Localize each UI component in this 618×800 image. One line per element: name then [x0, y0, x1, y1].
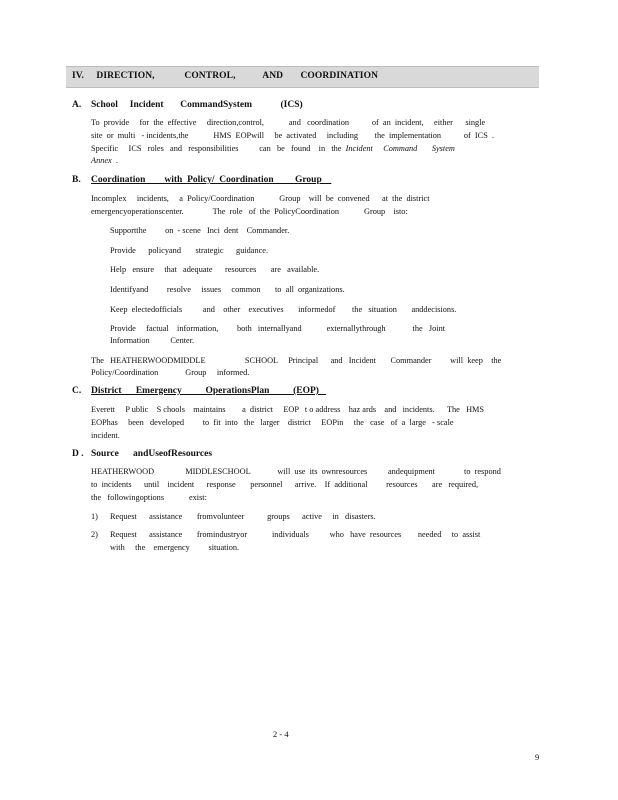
numbered-item: Request assistance fromvolunteer groups active in disasters.	[110, 512, 376, 521]
numbered-item-continuation: with the emergency situation.	[110, 543, 240, 552]
list-item-continuation: Information Center.	[110, 336, 195, 345]
subsection-a-line-3-text: Specific ICS roles and responsibilities can be found in the	[91, 144, 346, 153]
numbered-item: Request assistance fromindustryor individuals who have resources needed to assist	[110, 530, 481, 539]
subsection-c-title: District Emergency OperationsPlan (EOP)	[91, 386, 327, 396]
subsection-c-line-3: incident.	[91, 431, 120, 440]
subsection-b-intro-2: emergencyoperationscenter. The role of the PolicyCoordination Group isto:	[91, 207, 408, 216]
subsection-d-letter: D .	[72, 449, 84, 459]
subsection-d-title: Source andUseofResources	[91, 449, 213, 459]
subsection-b-outro-2: Policy/Coordination Group informed.	[91, 368, 250, 377]
list-item: Supportthe on - scene Inci dent Commander.	[110, 226, 290, 235]
subsection-a-line-4	[91, 156, 536, 167]
section-title: IV. DIRECTION, CONTROL, AND COORDINATION	[72, 71, 379, 81]
subsection-c-line-1: Everett P ublic S chools maintains a district EOP t o address haz ards and incidents. The HMS	[91, 405, 485, 414]
subsection-a-line-1: To provide for the effective direction,control, and coordination of an incident, either single	[91, 118, 486, 127]
subsection-b-outro-1: The HEATHERWOODMIDDLE SCHOOL Principal and Incident Commander will keep the	[91, 356, 502, 365]
list-item: Provide policyand strategic guidance.	[110, 246, 269, 255]
numbered-item-marker: 1)	[91, 512, 98, 521]
annex-tail: .	[111, 156, 118, 165]
list-item: Identifyand resolve issues common to all organizations.	[110, 285, 345, 294]
footer-page-code: 2 - 4	[273, 729, 289, 739]
subsection-d-intro-2: to incidents until incident response personnel arrive. If additional resources are required,	[91, 480, 479, 489]
subsection-a-letter: A.	[72, 100, 82, 110]
list-item: Help ensure that adequate resources are available.	[110, 265, 320, 274]
subsection-c-line-2: EOPhas been developed to fit into the larger district EOPin the case of a large - scale	[91, 418, 454, 427]
page-number: 9	[535, 752, 540, 762]
subsection-a-line-3	[91, 144, 536, 155]
subsection-a-title: School Incident CommandSystem (ICS)	[91, 100, 303, 110]
ics-annex-reference: Incident Command System	[345, 144, 455, 153]
numbered-item-marker: 2)	[91, 530, 98, 539]
subsection-b-letter: B.	[72, 175, 81, 185]
list-item: Provide factual information, both internallyand externallythrough the Joint	[110, 324, 446, 333]
subsection-b-intro-1: Incomplex incidents, a Policy/Coordination Group will be convened at the district	[91, 194, 430, 203]
subsection-a-line-2: site or multi - incidents,the HMS EOPwill be activated including the implementation of ICS .	[91, 131, 495, 140]
subsection-b-title: Coordination with Policy/ Coordination Group	[91, 175, 332, 185]
subsection-d-intro-1: HEATHERWOOD MIDDLESCHOOL will use its ownresources andequipment to respond	[91, 467, 501, 476]
subsection-d-intro-3: the followingoptions exist:	[91, 493, 207, 502]
subsection-c-letter: C.	[72, 386, 82, 396]
annex-word: Annex	[91, 156, 112, 165]
list-item: Keep electedofficials and other executives informedof the situation anddecisions.	[110, 305, 457, 314]
